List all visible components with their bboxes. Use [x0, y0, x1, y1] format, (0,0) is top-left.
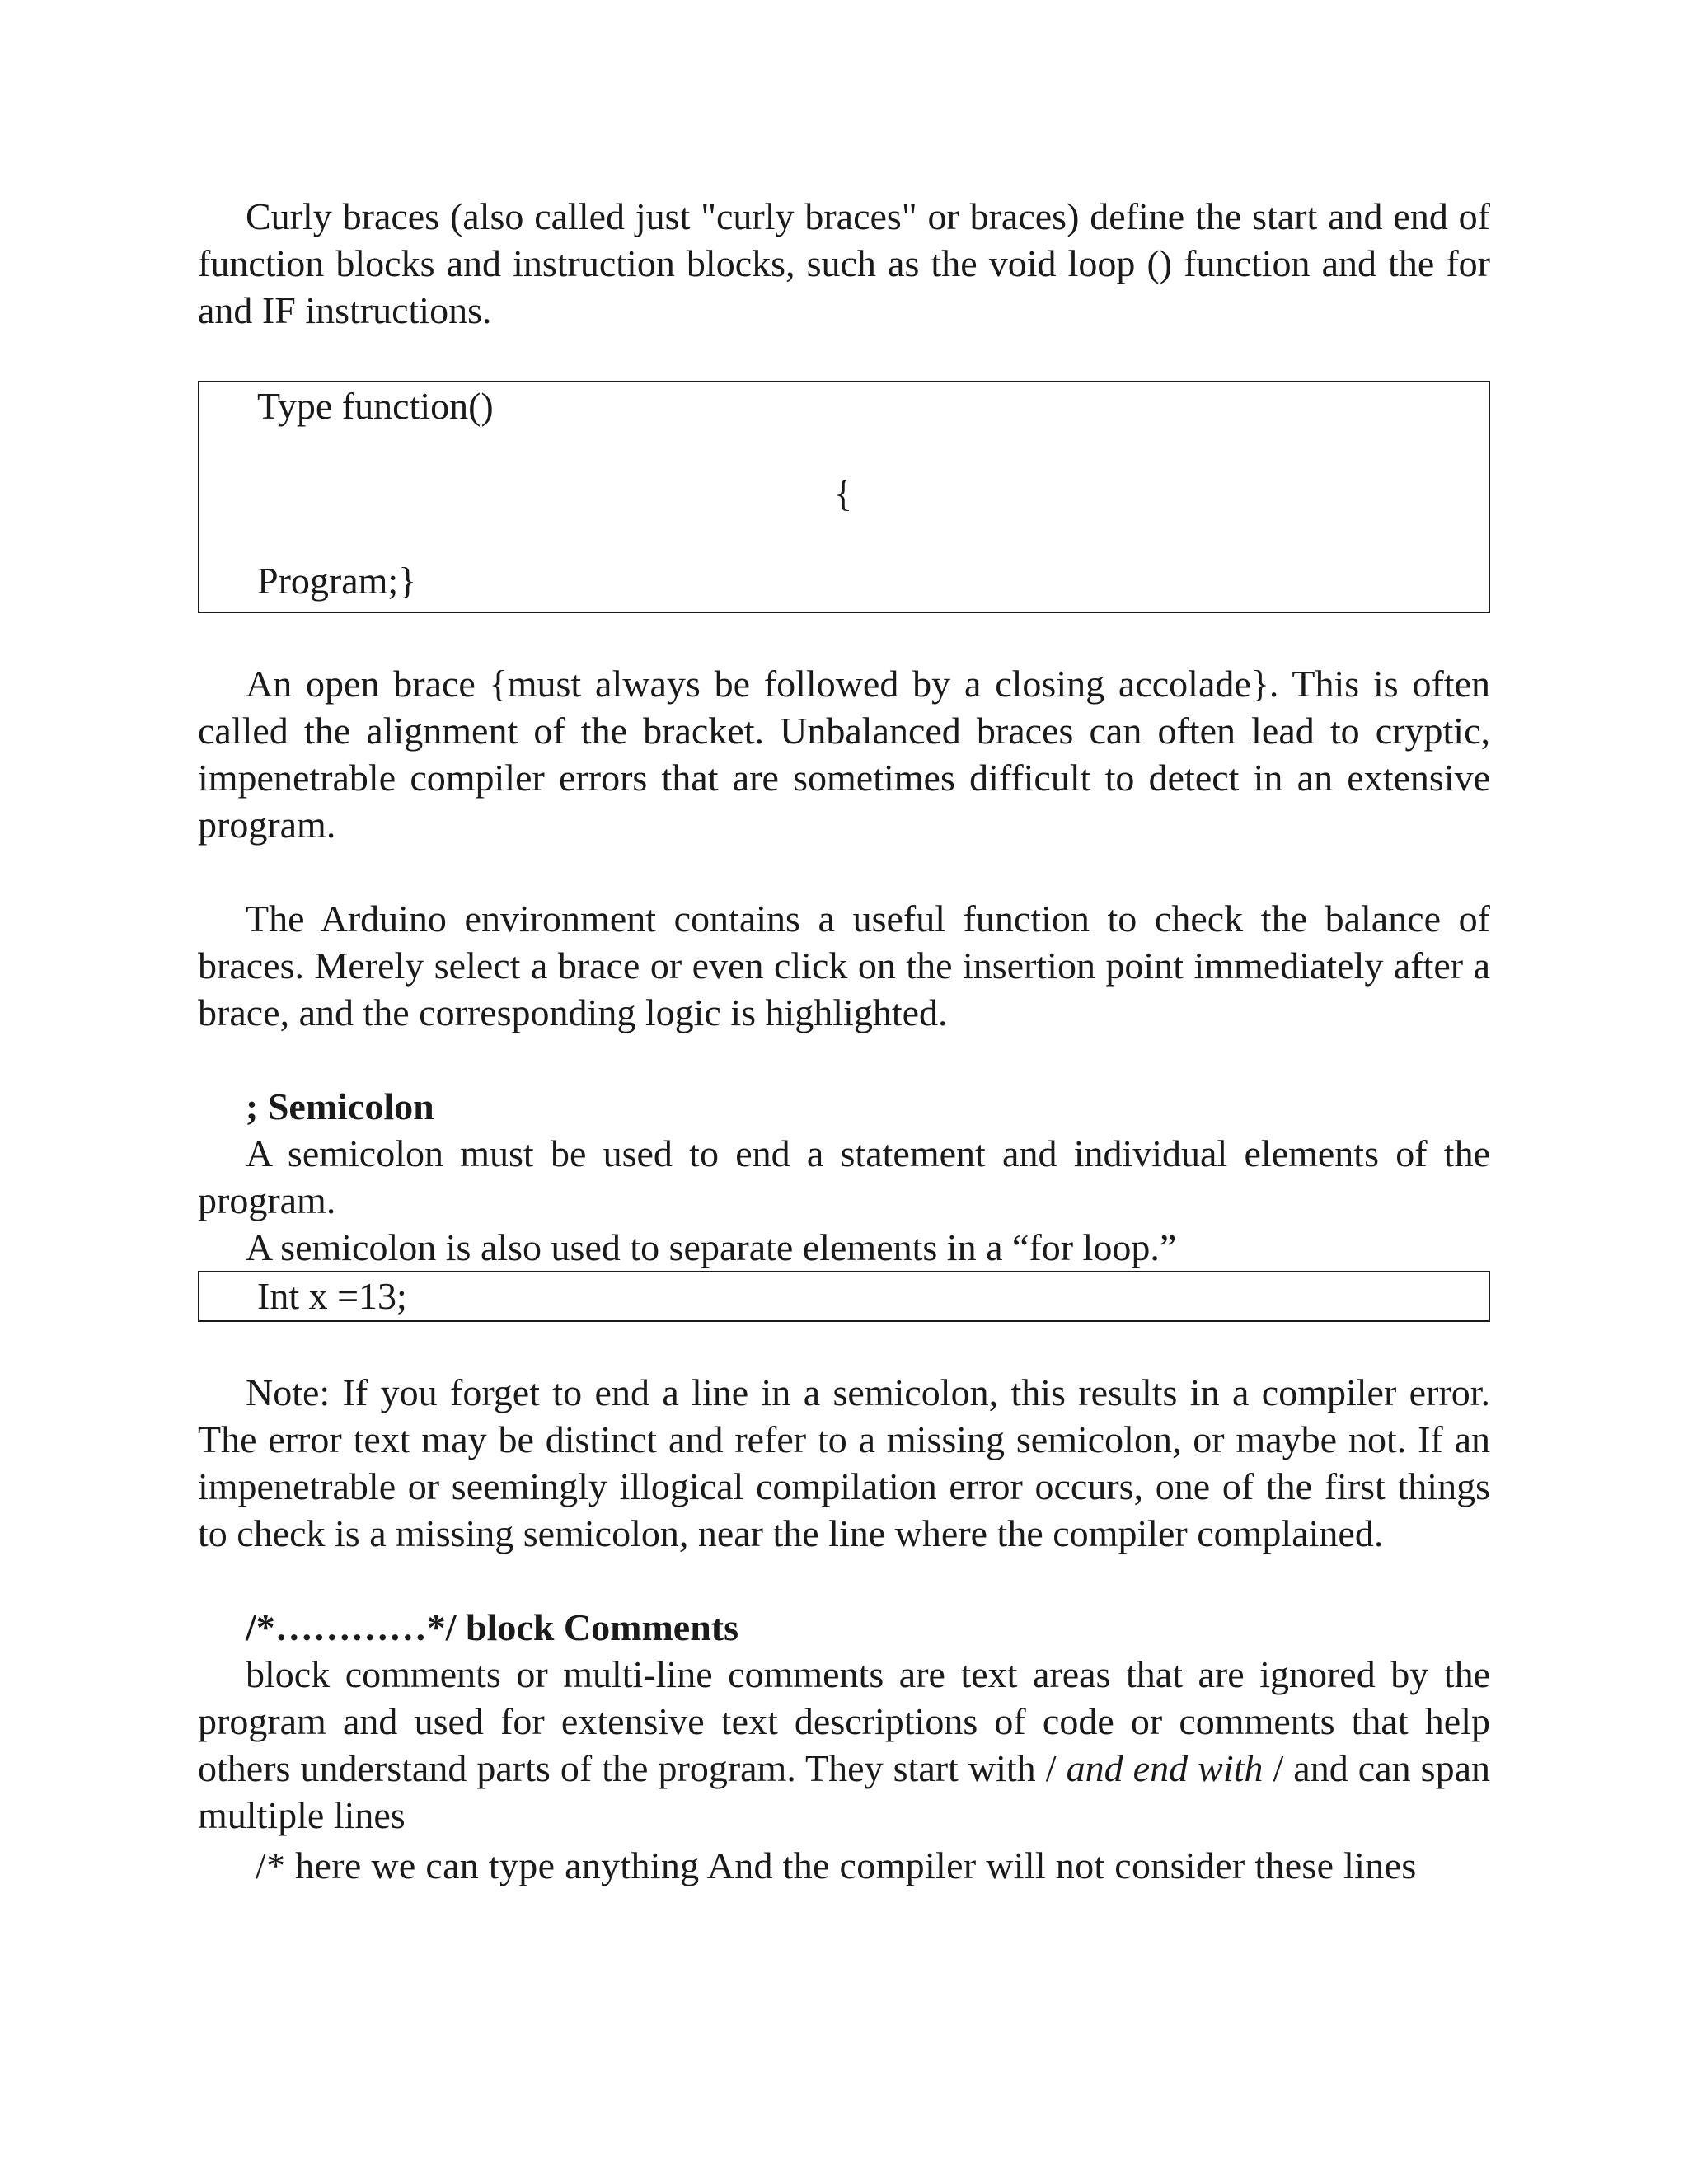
paragraph-comment-example: /* here we can type anything And the compiler will not consider these lines: [256, 1844, 1417, 1886]
block-comments-text-italic: and end with: [1066, 1747, 1264, 1789]
block-comments-text-end: / and can span multiple lines: [198, 1747, 1490, 1836]
paragraph-curly-braces-intro: Curly braces (also called just "curly braces" or braces) define the start and end of function blocks and instruction blocks, such as the void loop () function and the for and IF instructions.: [198, 195, 1490, 331]
code-box-int-example: [198, 1271, 1490, 1322]
paragraph-semicolon-end-statement: A semicolon must be used to end a statement and individual elements of the program.: [198, 1132, 1490, 1221]
paragraph-block-comments: [198, 1651, 1490, 1839]
paragraph-semicolon-note: Note: If you forget to end a line in a semicolon, this results in a compiler error. The error text may be distinct and refer to a missing semicolon, or maybe not. If an impenetrable or seemingly illogical compilation error occurs, one of the first things to check is a missing semicolon, near the line where the compiler complained.: [198, 1371, 1490, 1554]
heading-block-comments: /*…………*/ block Comments: [246, 1606, 738, 1648]
code-box-function-example: [198, 381, 1490, 613]
paragraph-open-brace: An open brace {must always be followed by a closing accolade}. This is often called the alignment of the bracket. Unbalanced braces can often lead to cryptic, impenetrable compiler errors that are sometimes difficult to detect in an extensive program.: [198, 663, 1490, 846]
block-comments-text-start: block comments or multi-line comments are text areas that are ignored by the program and used for extensive text descriptions of code or comments that help others understand parts of the program. They start with /: [198, 1653, 1490, 1789]
document-page: [198, 193, 1490, 1889]
heading-semicolon: ; Semicolon: [246, 1085, 434, 1127]
code-line-type-function: Type function(): [257, 385, 494, 427]
code-line-int-x: Int x =13;: [257, 1275, 407, 1317]
code-line-open-brace: {: [834, 472, 853, 514]
code-line-program: Program;}: [257, 560, 417, 602]
paragraph-arduino-environment: The Arduino environment contains a useful function to check the balance of braces. Merely select a brace or even click on the insertion point immediately after a brace, and the corresponding logic is highlighted.: [198, 898, 1490, 1033]
paragraph-semicolon-for-loop: A semicolon is also used to separate elements in a “for loop.”: [246, 1226, 1177, 1268]
